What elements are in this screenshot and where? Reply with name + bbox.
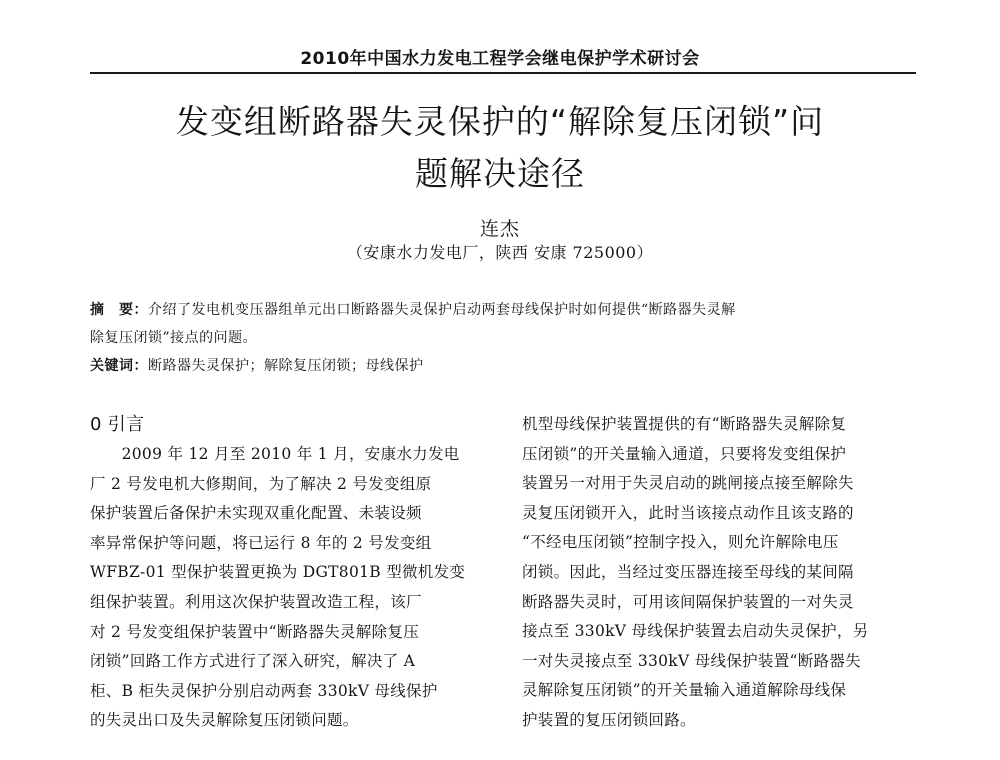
keywords-text: 断路器失灵保护；解除复压闭锁；母线保护 (148, 358, 424, 374)
body-text-line: 装置另一对用于失灵启动的跳闸接点接至解除失 (522, 474, 854, 493)
body-text-line: 机型母线保护装置提供的有“断路器失灵解除复 (522, 415, 847, 433)
body-text-line: “不经电压闭锁”控制字投入，则允许解除电压 (522, 533, 839, 552)
abstract (90, 296, 916, 352)
running-head: 2010年中国水力发电工程学会继电保护学术研讨会 (300, 49, 700, 69)
right-column (522, 410, 917, 736)
body-text-line: 率异常保护等问题，将已运行 8 年的 2 号发变组 (90, 533, 432, 552)
abstract-text-line: 除复压闭锁”接点的问题。 (90, 330, 258, 346)
header-rule (90, 72, 916, 74)
body-text-line: 厂 2 号发电机大修期间，为了解决 2 号发变组原 (90, 474, 432, 493)
body-text-line: 的失灵出口及失灵解除复压闭锁问题。 (90, 711, 359, 730)
abstract-label: 摘 要： (90, 302, 148, 318)
body-text-line: 护装置的复压闭锁回路。 (522, 710, 696, 729)
body-text-line: 保护装置后备保护未实现双重化配置、未装设频 (90, 504, 422, 523)
author-affiliation: （安康水力发电厂，陕西 安康 725000） (346, 243, 654, 262)
body-text-line: 压闭锁”的开关量输入通道，只要将发变组保护 (522, 444, 847, 463)
body-text-line: 闭锁。因此，当经过变压器连接至母线的某间隔 (522, 562, 854, 581)
body-text-line: 接点至 330kV 母线保护装置去启动失灵保护，另 (522, 622, 869, 641)
paper-title (0, 96, 1000, 200)
body-text-line: 断路器失灵时，可用该间隔保护装置的一对失灵 (522, 592, 854, 611)
body-text-line: 灵复压闭锁开入，此时当该接点动作且该支路的 (522, 503, 854, 522)
title-line: 题解决途径 (415, 154, 585, 193)
body-text-line: 灵解除复压闭锁”的开关量输入通道解除母线保 (522, 681, 847, 700)
section-heading: 0 引言 (90, 414, 145, 435)
author-name: 连杰 (479, 218, 520, 240)
body-text-line: 2009 年 12 月至 2010 年 1 月，安康水力发电 (90, 445, 460, 463)
body-text-line: 柜、B 柜失灵保护分别启动两套 330kV 母线保护 (90, 681, 438, 700)
body-text-line: 一对失灵接点至 330kV 母线保护装置“断路器失 (522, 651, 861, 670)
left-column (90, 410, 485, 736)
body-text-line: 闭锁”回路工作方式进行了深入研究，解决了 A (90, 652, 416, 671)
keywords-label: 关键词： (90, 358, 148, 374)
title-line: 发变组断路器失灵保护的“解除复压闭锁”问 (175, 102, 825, 141)
abstract-text-line: 介绍了发电机变压器组单元出口断路器失灵保护启动两套母线保护时如何提供“断路器失灵解 (148, 302, 736, 318)
keywords (90, 352, 916, 380)
body-text-line: 对 2 号发变组保护装置中“断路器失灵解除复压 (90, 622, 420, 641)
body-text-line: 组保护装置。利用这次保护装置改造工程，该厂 (90, 592, 422, 611)
body-text-line: WFBZ-01 型保护装置更换为 DGT801B 型微机发变 (90, 563, 466, 582)
